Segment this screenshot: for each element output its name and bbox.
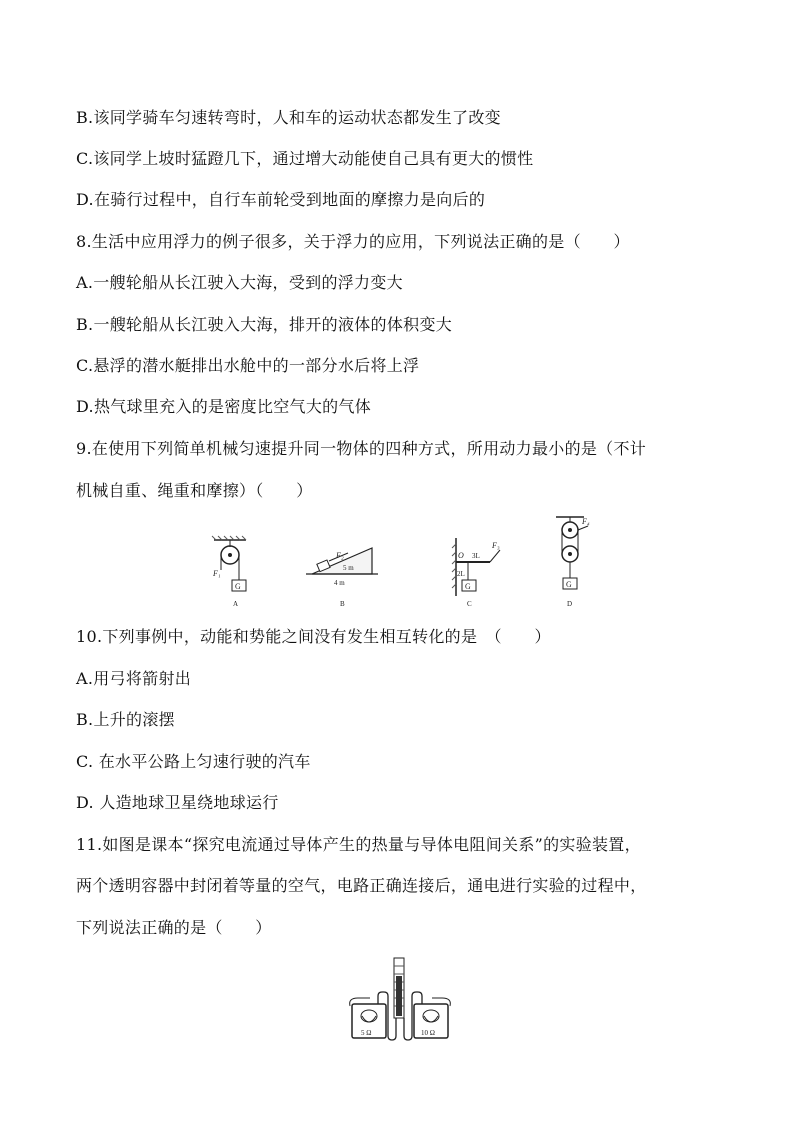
q9-b-base-label: 4 m <box>334 579 345 587</box>
q9-figure-b <box>306 548 378 608</box>
q11-left-resistor-label: 5 Ω <box>361 1029 372 1037</box>
q9-a-caption: A <box>233 600 239 608</box>
q9-figure-a <box>212 536 246 608</box>
q9-stem-line2: 机械自重、绳重和摩擦）（ ） <box>76 481 313 500</box>
q9-figure-d <box>556 517 590 608</box>
q9-d-caption: D <box>567 600 573 608</box>
q8-option-b: B.一艘轮船从长江驶入大海，排开的液体的体积变大 <box>76 315 453 334</box>
q8-option-c: C.悬浮的潜水艇排出水舱中的一部分水后将上浮 <box>76 356 420 375</box>
q9-stem-line1: 9.在使用下列简单机械匀速提升同一物体的四种方式，所用动力最小的是（不计 <box>76 439 647 458</box>
q7-option-c: C.该同学上坡时猛蹬几下，通过增大动能使自己具有更大的惯性 <box>76 149 534 168</box>
q9-d-force-label: F₄ <box>582 517 590 526</box>
q10-stem: 10.下列事例中，动能和势能之间没有发生相互转化的是 （ ） <box>76 627 551 646</box>
q11-stem-line2: 两个透明容器中封闭着等量的空气，电路正确连接后，通电进行实验的过程中， <box>76 876 647 895</box>
q8-option-a: A.一艘轮船从长江驶入大海，受到的浮力变大 <box>76 273 403 292</box>
q8-option-d: D.热气球里充入的是密度比空气大的气体 <box>76 397 372 416</box>
q9-c-arm-long-label: 3L <box>472 552 480 560</box>
q9-figure-c <box>452 538 500 608</box>
q9-a-weight-label: G <box>235 582 241 591</box>
q9-b-caption: B <box>340 600 345 608</box>
q7-option-d: D.在骑行过程中，自行车前轮受到地面的摩擦力是向后的 <box>76 190 486 209</box>
q10-option-a: A.用弓将箭射出 <box>76 669 192 688</box>
q9-a-force-label: F₁ <box>213 569 221 578</box>
q7-option-b: B.该同学骑车匀速转弯时，人和车的运动状态都发生了改变 <box>76 108 501 127</box>
q9-c-weight-label: G <box>465 582 471 591</box>
q11-apparatus-figure <box>340 956 460 1048</box>
q11-stem-line1: 11.如图是课本“探究电流通过导体产生的热量与导体电阻间关系”的实验装置， <box>76 835 641 854</box>
q9-c-pivot-label: O <box>458 551 464 560</box>
q9-c-force-label: F₃ <box>492 541 500 550</box>
q11-right-resistor-label: 10 Ω <box>421 1029 435 1037</box>
q11-stem-line3: 下列说法正确的是（ ） <box>76 918 272 937</box>
q9-b-slope-label: 5 m <box>343 564 354 572</box>
q8-stem: 8.生活中应用浮力的例子很多，关于浮力的应用，下列说法正确的是（ ） <box>76 232 630 251</box>
q9-d-weight-label: G <box>566 580 572 589</box>
q9-c-arm-short-label: 2L <box>457 570 465 578</box>
q10-option-c: C. 在水平公路上匀速行驶的汽车 <box>76 752 311 771</box>
q10-option-d: D. 人造地球卫星绕地球运行 <box>76 793 279 812</box>
q9-c-caption: C <box>467 600 472 608</box>
q10-option-b: B.上升的滚摆 <box>76 710 175 729</box>
q9-figure <box>200 514 600 610</box>
q9-b-force-label: F₂ <box>336 551 344 560</box>
